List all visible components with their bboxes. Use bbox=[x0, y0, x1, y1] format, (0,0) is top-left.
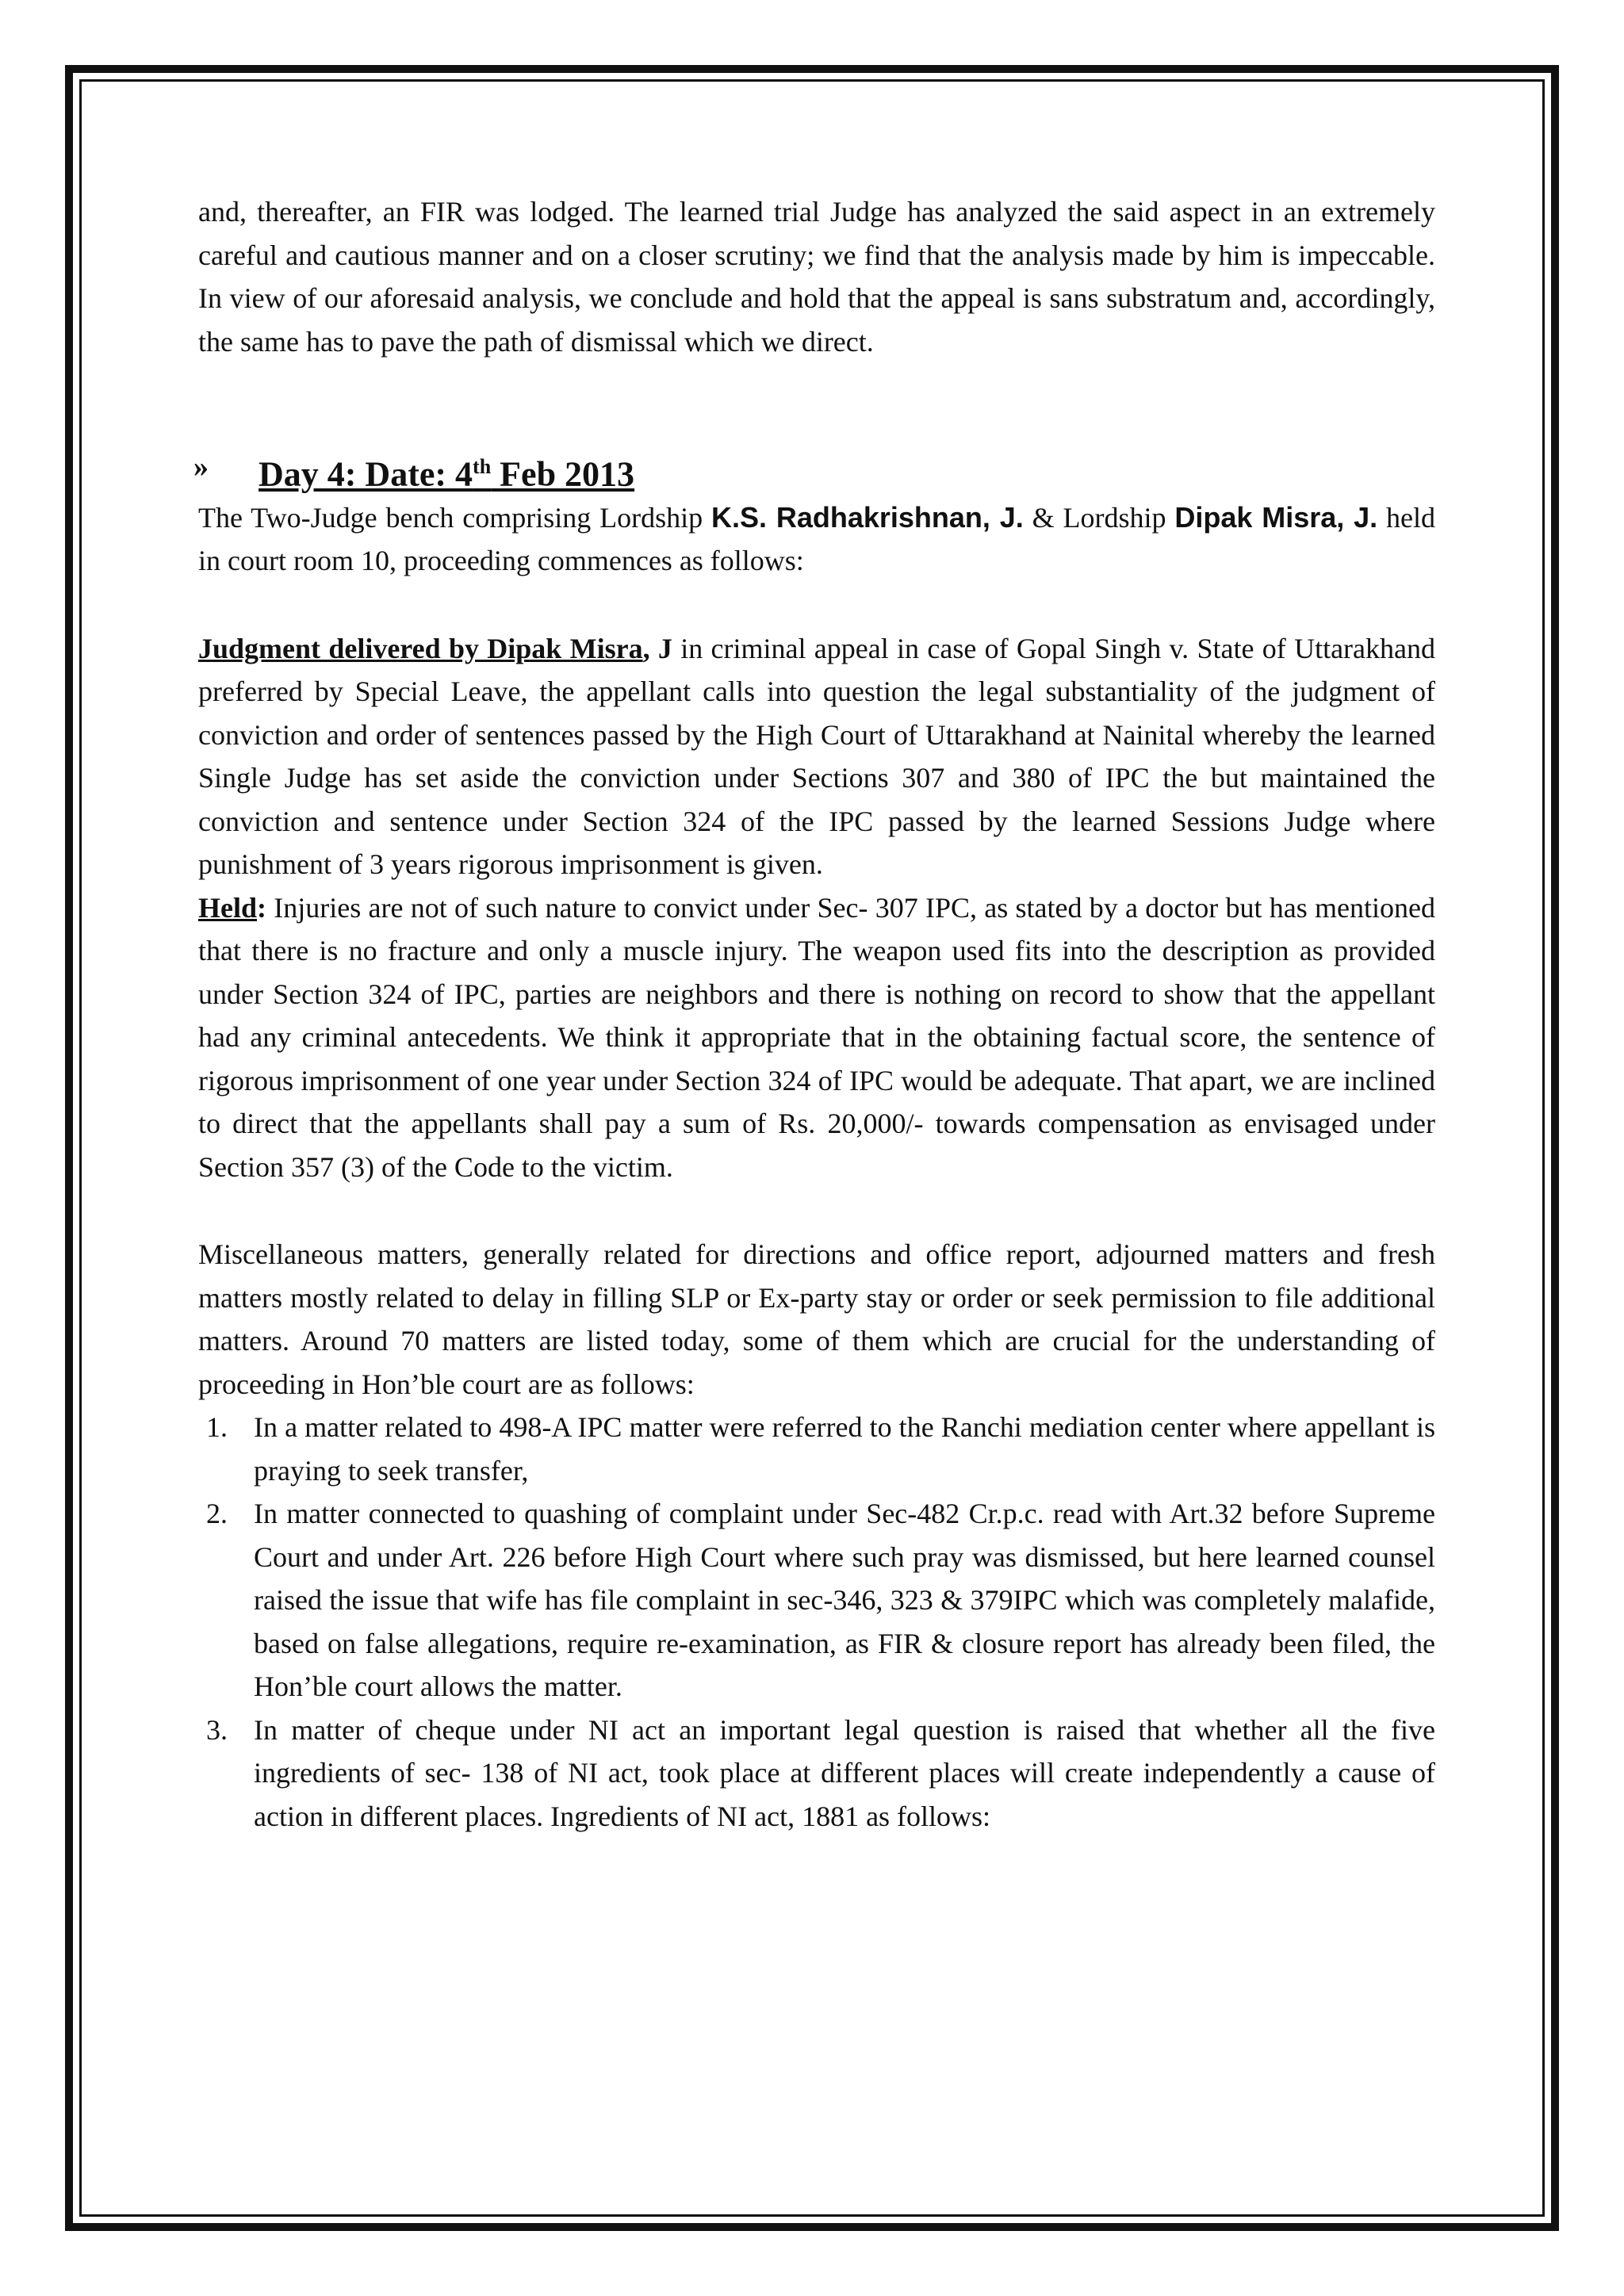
double-chevron-bullet-icon: » bbox=[193, 450, 209, 484]
day-heading bbox=[193, 446, 1435, 496]
judge-name: K.S. Radhakrishnan, J. bbox=[710, 500, 1024, 534]
judge-name: Dipak Misra, J. bbox=[1174, 500, 1378, 534]
held-paragraph: Held: Injuries are not of such nature to convict under Sec- 307 IPC, as stated by a doctor but has mentioned that there is no fracture and only a muscle injury. The weapon used fits into the description as provided under Section 324 of IPC, parties are neighbors and there is nothing on record to show that the appellant had any criminal antecedents. We think it appropriate that in the obtaining factual score, the sentence of rigorous imprisonment of one year under Section 324 of IPC would be adequate. That apart, we are inclined to direct that the appellants shall pay a sum of Rs. 20,000/- towards compensation as envisaged under Section 357 (3) of the Code to the victim. bbox=[198, 891, 1435, 1183]
judgment-label: Judgment delivered by Dipak Misra bbox=[198, 632, 643, 664]
list-item: 1. In a matter related to 498-A IPC matter were referred to the Ranchi mediation center where appellant is praying to seek transfer, bbox=[206, 1411, 1435, 1487]
bench-paragraph: The Two-Judge bench comprising Lordship K.S. Radhakrishnan, J. & Lordship Dipak Misra, J. held in court room 10, proceeding commences as follows: bbox=[198, 500, 1436, 577]
judgment-paragraph: Judgment delivered by Dipak Misra, J in criminal appeal in case of Gopal Singh v. State of Uttarakhand preferred by Special Leave, the appellant calls into question the legal substantiality of the judgment of conviction and order of sentences passed by the High Court of Uttarakhand at Nainital whereby the learned Single Judge has set aside the conviction under Sections 307 and 380 of IPC the but maintained the conviction and sentence under Section 324 of the IPC passed by the learned Sessions Judge where punishment of 3 years rigorous imprisonment is given. bbox=[198, 632, 1436, 881]
day-heading-text: Day 4: Date: 4th Feb 2013 bbox=[259, 454, 635, 494]
intro-paragraph: and, thereafter, an FIR was lodged. The learned trial Judge has analyzed the said aspect in an extremely careful and cautious manner and on a closer scrutiny; we find that the analysis made by him is impeccable. In view of our aforesaid analysis, we conclude and hold that the appeal is sans substratum and, accordingly, the same has to pave the path of dismissal which we direct. bbox=[198, 196, 1435, 358]
document-body bbox=[193, 190, 1436, 1838]
misc-paragraph: Miscellaneous matters, generally related for directions and office report, adjourned matters and fresh matters mostly related to delay in filling SLP or Ex-party stay or order or seek permission to file additional matters. Around 70 matters are listed today, some of them which are crucial for the understanding of proceeding in Hon’ble court are as follows: bbox=[198, 1238, 1435, 1400]
held-label: Held bbox=[198, 891, 258, 924]
matters-list bbox=[198, 1406, 1435, 1838]
list-item: 3. In matter of cheque under NI act an important legal question is raised that whether all the five ingredients of sec- 138 of NI act, took place at different places will create independently a cause of action in different places. Ingredients of NI act, 1881 as follows: bbox=[206, 1713, 1435, 1832]
list-item: 2. In matter connected to quashing of complaint under Sec-482 Cr.p.c. read with Art.32 before Supreme Court and under Art. 226 before High Court where such pray was dismissed, but here learned counsel raised the issue that wife has file complaint in sec-346, 323 & 379IPC which was completely malafide, based on false allegations, require re-examination, as FIR & closure report has already been filed, the Hon’ble court allows the matter. bbox=[206, 1498, 1435, 1703]
